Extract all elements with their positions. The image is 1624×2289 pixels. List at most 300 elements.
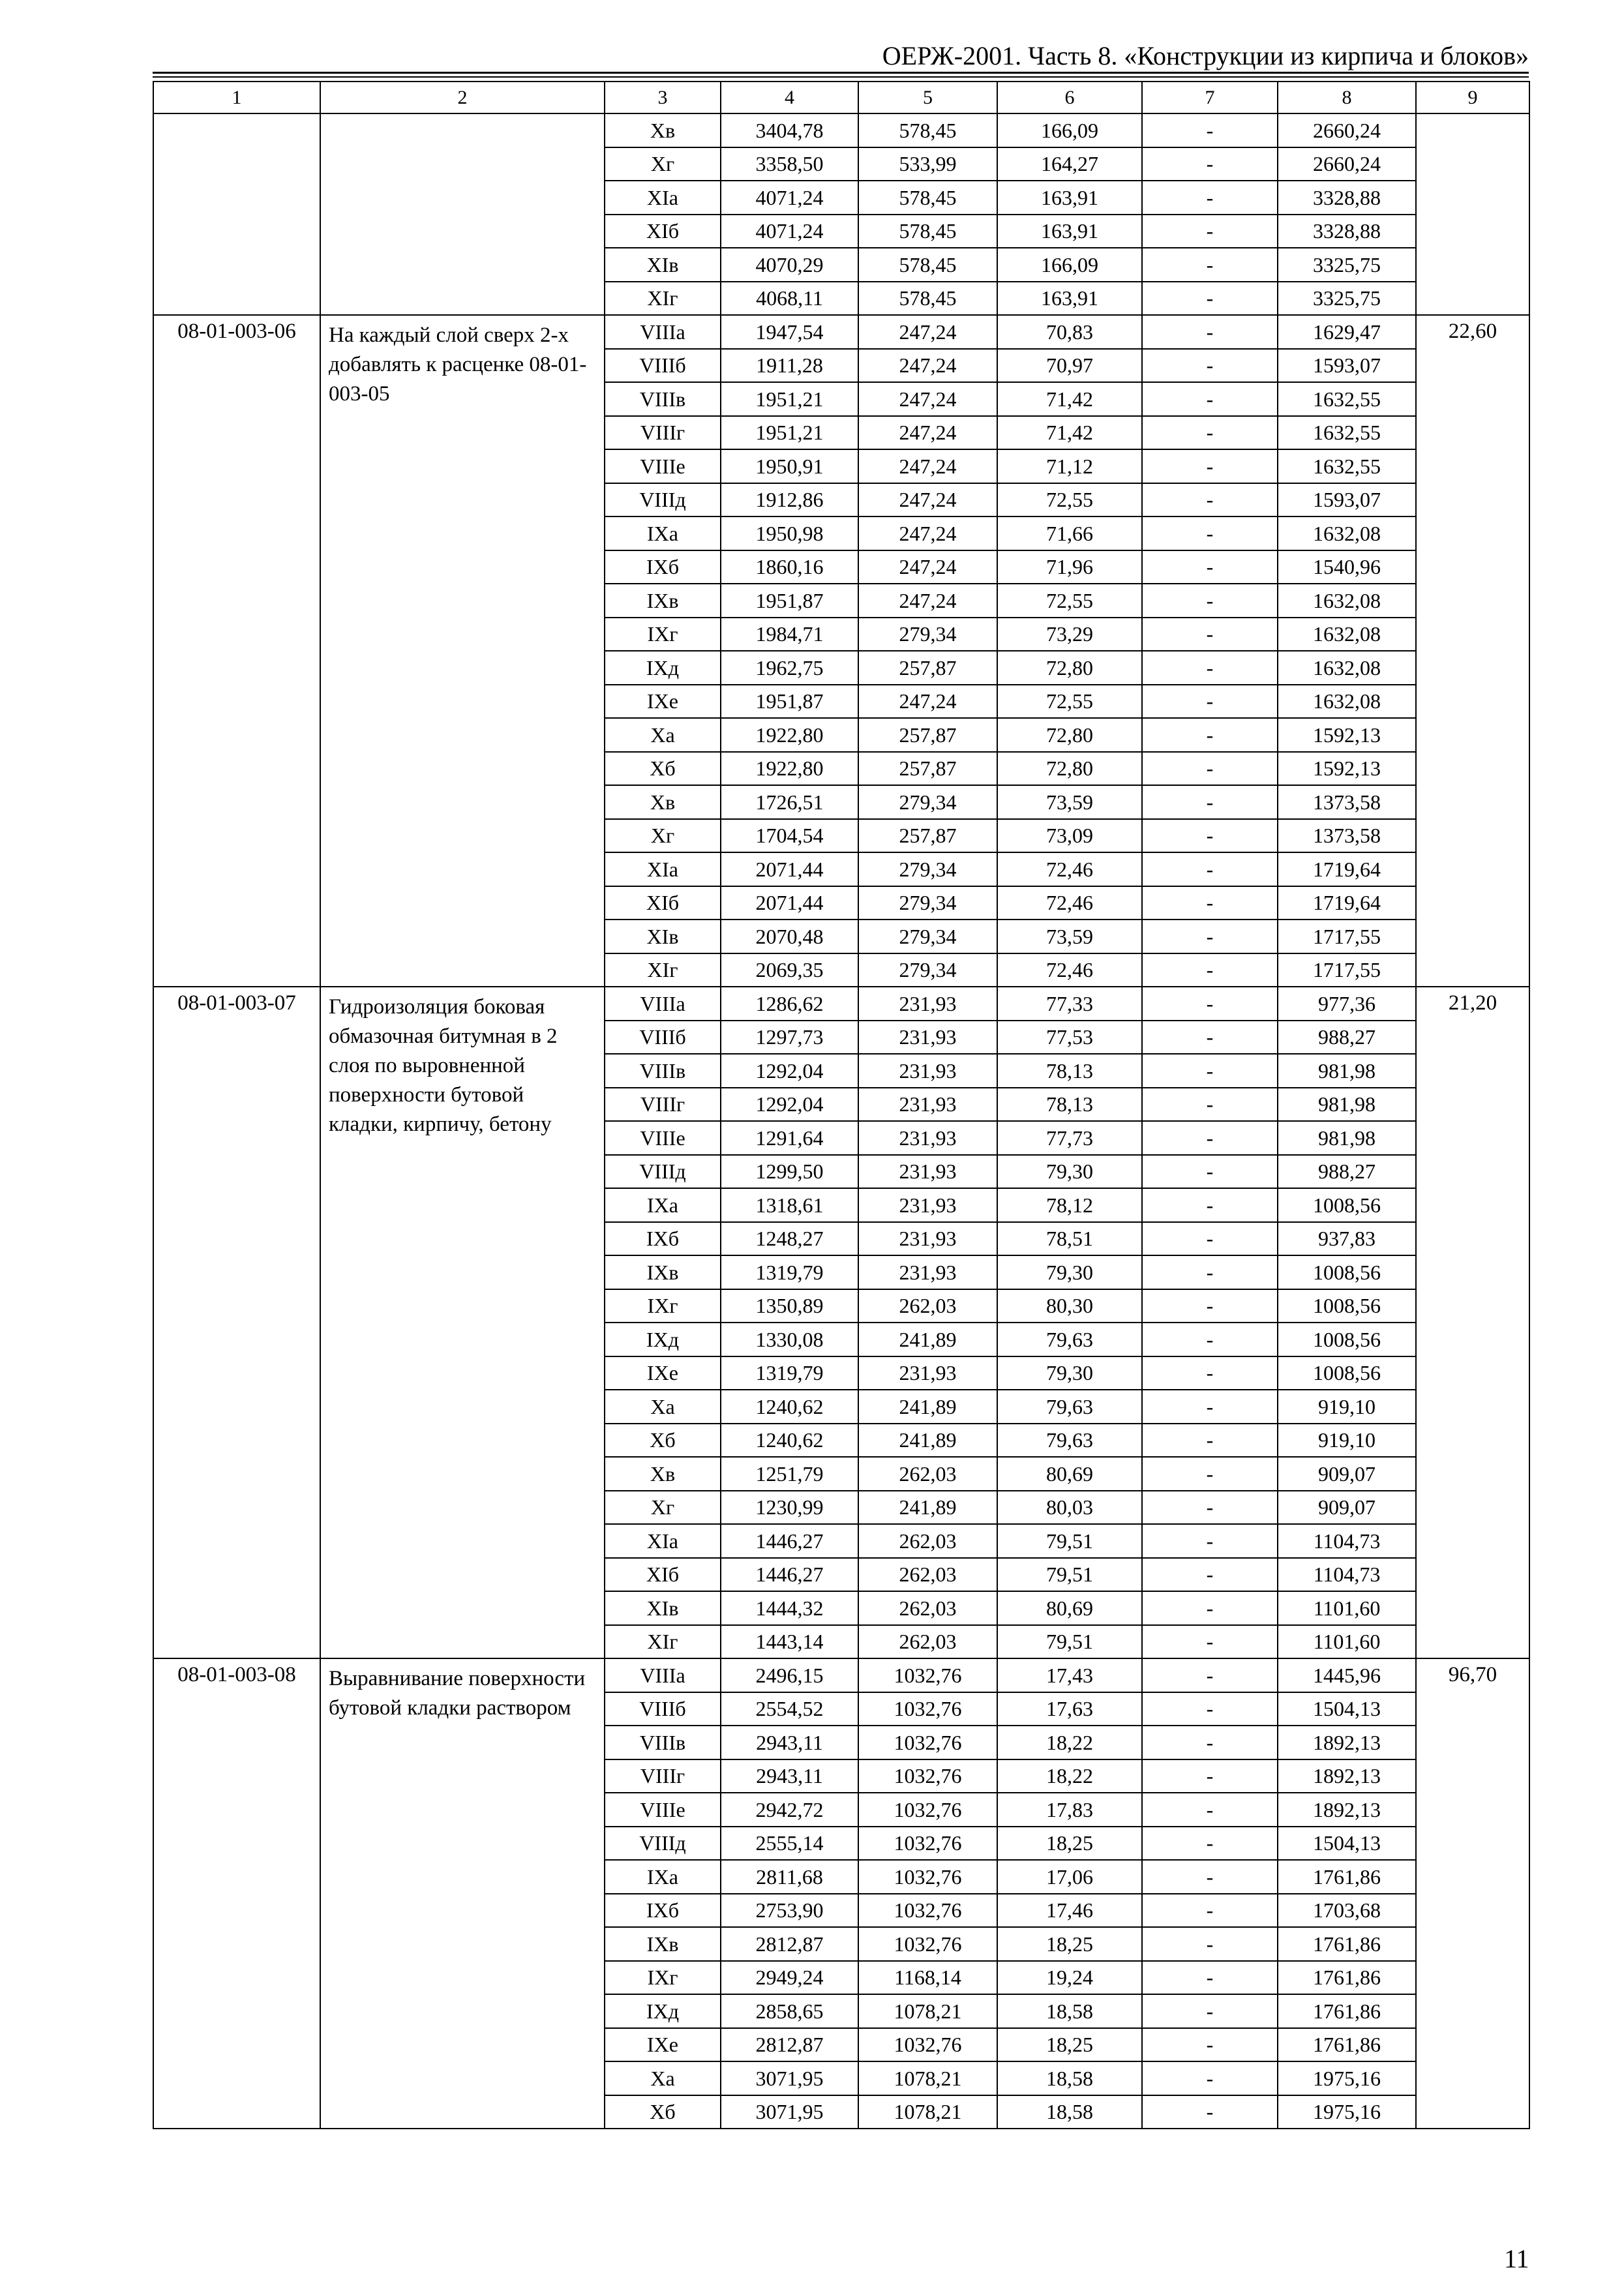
machines-cell: 17,83 (997, 1793, 1142, 1827)
materials-cell: 1504,13 (1278, 1827, 1416, 1861)
machines-cell: 18,58 (997, 1994, 1142, 2028)
machine-wages-cell: - (1142, 1021, 1278, 1055)
machine-wages-cell: - (1142, 1491, 1278, 1525)
materials-cell: 1632,08 (1278, 516, 1416, 550)
machines-cell: 19,24 (997, 1961, 1142, 1995)
zone-cell: IXб (605, 1894, 721, 1928)
labor-norm-cell: 96,70 (1416, 1658, 1529, 2129)
machines-cell: 17,43 (997, 1658, 1142, 1692)
wages-cell: 1032,76 (858, 1726, 997, 1759)
total-cost-cell: 2069,35 (721, 953, 858, 987)
machine-wages-cell: - (1142, 1323, 1278, 1356)
zone-cell: XIа (605, 181, 721, 215)
machine-wages-cell: - (1142, 618, 1278, 651)
work-description-cell: На каждый слой сверх 2-х добавлять к расценке 08-01-003-05 (320, 315, 605, 987)
machine-wages-cell: - (1142, 1054, 1278, 1088)
total-cost-cell: 1444,32 (721, 1591, 858, 1625)
wages-cell: 247,24 (858, 449, 997, 483)
zone-cell: VIIIб (605, 1021, 721, 1055)
machine-wages-cell: - (1142, 1121, 1278, 1155)
wages-cell: 231,93 (858, 1121, 997, 1155)
machines-cell: 78,51 (997, 1222, 1142, 1256)
machine-wages-cell: - (1142, 2028, 1278, 2062)
materials-cell: 1632,08 (1278, 584, 1416, 618)
total-cost-cell: 4071,24 (721, 215, 858, 248)
rate-code-cell: 08-01-003-06 (153, 315, 320, 987)
materials-cell: 1101,60 (1278, 1625, 1416, 1659)
materials-cell: 1975,16 (1278, 2061, 1416, 2095)
header-rule-thin (153, 76, 1529, 78)
header-rule (153, 72, 1529, 74)
wages-cell: 231,93 (858, 1088, 997, 1122)
machines-cell: 18,58 (997, 2095, 1142, 2129)
machines-cell: 79,30 (997, 1255, 1142, 1289)
wages-cell: 279,34 (858, 920, 997, 953)
materials-cell: 1632,08 (1278, 651, 1416, 685)
wages-cell: 1078,21 (858, 2095, 997, 2129)
total-cost-cell: 3071,95 (721, 2061, 858, 2095)
zone-cell: VIIIа (605, 1658, 721, 1692)
machine-wages-cell: - (1142, 1961, 1278, 1995)
materials-cell: 1504,13 (1278, 1692, 1416, 1726)
machines-cell: 79,63 (997, 1323, 1142, 1356)
machines-cell: 163,91 (997, 181, 1142, 215)
total-cost-cell: 1292,04 (721, 1088, 858, 1122)
machine-wages-cell: - (1142, 886, 1278, 920)
machine-wages-cell: - (1142, 181, 1278, 215)
zone-cell: XIв (605, 248, 721, 282)
total-cost-cell: 2942,72 (721, 1793, 858, 1827)
total-cost-cell: 2554,52 (721, 1692, 858, 1726)
wages-cell: 578,45 (858, 215, 997, 248)
wages-cell: 231,93 (858, 1021, 997, 1055)
materials-cell: 3325,75 (1278, 248, 1416, 282)
total-cost-cell: 1297,73 (721, 1021, 858, 1055)
machines-cell: 79,30 (997, 1356, 1142, 1390)
total-cost-cell: 1350,89 (721, 1289, 858, 1323)
rate-code-cell: 08-01-003-08 (153, 1658, 320, 2129)
total-cost-cell: 4070,29 (721, 248, 858, 282)
total-cost-cell: 1947,54 (721, 315, 858, 349)
column-header: 3 (605, 82, 721, 113)
machines-cell: 78,13 (997, 1054, 1142, 1088)
labor-norm-cell: 22,60 (1416, 315, 1529, 987)
wages-cell: 262,03 (858, 1625, 997, 1659)
machines-cell: 80,69 (997, 1591, 1142, 1625)
wages-cell: 247,24 (858, 685, 997, 719)
machines-cell: 166,09 (997, 248, 1142, 282)
machines-cell: 72,55 (997, 685, 1142, 719)
zone-cell: IXа (605, 1188, 721, 1222)
machine-wages-cell: - (1142, 282, 1278, 316)
machine-wages-cell: - (1142, 1591, 1278, 1625)
wages-cell: 262,03 (858, 1524, 997, 1558)
materials-cell: 3325,75 (1278, 282, 1416, 316)
total-cost-cell: 1704,54 (721, 819, 858, 853)
total-cost-cell: 1299,50 (721, 1155, 858, 1189)
wages-cell: 231,93 (858, 1356, 997, 1390)
wages-cell: 231,93 (858, 1054, 997, 1088)
materials-cell: 1592,13 (1278, 752, 1416, 786)
zone-cell: VIIIв (605, 1054, 721, 1088)
zone-cell: XIа (605, 1524, 721, 1558)
total-cost-cell: 2858,65 (721, 1994, 858, 2028)
machine-wages-cell: - (1142, 1424, 1278, 1458)
zone-cell: IXг (605, 618, 721, 651)
zone-cell: XIа (605, 852, 721, 886)
machines-cell: 18,58 (997, 2061, 1142, 2095)
total-cost-cell: 1950,98 (721, 516, 858, 550)
machines-cell: 79,63 (997, 1424, 1142, 1458)
machines-cell: 73,59 (997, 785, 1142, 819)
machines-cell: 17,46 (997, 1894, 1142, 1928)
wages-cell: 1168,14 (858, 1961, 997, 1995)
materials-cell: 1761,86 (1278, 2028, 1416, 2062)
machine-wages-cell: - (1142, 819, 1278, 853)
zone-cell: VIIIе (605, 449, 721, 483)
zone-cell: VIIIа (605, 315, 721, 349)
wages-cell: 262,03 (858, 1591, 997, 1625)
total-cost-cell: 1912,86 (721, 483, 858, 517)
machine-wages-cell: - (1142, 1658, 1278, 1692)
zone-cell: XIв (605, 1591, 721, 1625)
total-cost-cell: 1922,80 (721, 718, 858, 752)
total-cost-cell: 2071,44 (721, 852, 858, 886)
total-cost-cell: 1951,21 (721, 382, 858, 416)
materials-cell: 1761,86 (1278, 1927, 1416, 1961)
zone-cell: VIIIа (605, 987, 721, 1021)
column-header: 6 (997, 82, 1142, 113)
total-cost-cell: 1950,91 (721, 449, 858, 483)
zone-cell: IXв (605, 1927, 721, 1961)
zone-cell: Xб (605, 1424, 721, 1458)
total-cost-cell: 2812,87 (721, 2028, 858, 2062)
machine-wages-cell: - (1142, 315, 1278, 349)
total-cost-cell: 2943,11 (721, 1759, 858, 1793)
machines-cell: 71,96 (997, 550, 1142, 584)
machines-cell: 18,25 (997, 1827, 1142, 1861)
wages-cell: 257,87 (858, 718, 997, 752)
wages-cell: 241,89 (858, 1424, 997, 1458)
zone-cell: IXе (605, 2028, 721, 2062)
materials-cell: 919,10 (1278, 1424, 1416, 1458)
column-header: 7 (1142, 82, 1278, 113)
wages-cell: 578,45 (858, 113, 997, 147)
machine-wages-cell: - (1142, 1088, 1278, 1122)
materials-cell: 909,07 (1278, 1457, 1416, 1491)
materials-cell: 1703,68 (1278, 1894, 1416, 1928)
total-cost-cell: 1443,14 (721, 1625, 858, 1659)
zone-cell: VIIIе (605, 1793, 721, 1827)
machines-cell: 71,42 (997, 416, 1142, 450)
machine-wages-cell: - (1142, 852, 1278, 886)
zone-cell: XIб (605, 215, 721, 248)
zone-cell: VIIIг (605, 1088, 721, 1122)
rate-code-cell: 08-01-003-07 (153, 987, 320, 1658)
total-cost-cell: 1951,21 (721, 416, 858, 450)
wages-cell: 247,24 (858, 550, 997, 584)
total-cost-cell: 1962,75 (721, 651, 858, 685)
total-cost-cell: 1951,87 (721, 685, 858, 719)
table-row (153, 987, 1529, 1021)
wages-cell: 231,93 (858, 1188, 997, 1222)
zone-cell: VIIIб (605, 349, 721, 383)
machines-cell: 73,09 (997, 819, 1142, 853)
total-cost-cell: 2496,15 (721, 1658, 858, 1692)
machine-wages-cell: - (1142, 2095, 1278, 2129)
machines-cell: 18,22 (997, 1759, 1142, 1793)
work-description-cell: Гидроизоляция боковая обмазочная битумная в 2 слоя по выровненной поверхности бутовой кладки, кирпичу, бетону (320, 987, 605, 1658)
zone-cell: VIIIг (605, 1759, 721, 1793)
table-body (153, 113, 1529, 2129)
machines-cell: 72,80 (997, 718, 1142, 752)
total-cost-cell: 1860,16 (721, 550, 858, 584)
wages-cell: 241,89 (858, 1491, 997, 1525)
wages-cell: 247,24 (858, 516, 997, 550)
zone-cell: XIб (605, 886, 721, 920)
machine-wages-cell: - (1142, 1289, 1278, 1323)
materials-cell: 1593,07 (1278, 349, 1416, 383)
zone-cell: VIIIб (605, 1692, 721, 1726)
machine-wages-cell: - (1142, 1827, 1278, 1861)
machines-cell: 72,46 (997, 852, 1142, 886)
machines-cell: 72,55 (997, 483, 1142, 517)
zone-cell: IXд (605, 1994, 721, 2028)
machines-cell: 80,30 (997, 1289, 1142, 1323)
total-cost-cell: 1726,51 (721, 785, 858, 819)
column-header: 2 (320, 82, 605, 113)
zone-cell: IXб (605, 550, 721, 584)
materials-cell: 1629,47 (1278, 315, 1416, 349)
materials-cell: 1632,08 (1278, 685, 1416, 719)
machine-wages-cell: - (1142, 987, 1278, 1021)
zone-cell: IXе (605, 685, 721, 719)
zone-cell: Xа (605, 718, 721, 752)
price-table (153, 81, 1530, 2129)
machine-wages-cell: - (1142, 483, 1278, 517)
materials-cell: 1008,56 (1278, 1188, 1416, 1222)
materials-cell: 1761,86 (1278, 1860, 1416, 1894)
machines-cell: 71,12 (997, 449, 1142, 483)
wages-cell: 257,87 (858, 651, 997, 685)
materials-cell: 981,98 (1278, 1054, 1416, 1088)
materials-cell: 1593,07 (1278, 483, 1416, 517)
wages-cell: 1032,76 (858, 1658, 997, 1692)
total-cost-cell: 1446,27 (721, 1558, 858, 1592)
zone-cell: VIIIд (605, 1155, 721, 1189)
machines-cell: 78,12 (997, 1188, 1142, 1222)
zone-cell: IXа (605, 1860, 721, 1894)
materials-cell: 1719,64 (1278, 886, 1416, 920)
zone-cell: IXд (605, 651, 721, 685)
total-cost-cell: 3071,95 (721, 2095, 858, 2129)
materials-cell: 1373,58 (1278, 785, 1416, 819)
materials-cell: 1717,55 (1278, 953, 1416, 987)
materials-cell: 1632,55 (1278, 449, 1416, 483)
machine-wages-cell: - (1142, 113, 1278, 147)
total-cost-cell: 2811,68 (721, 1860, 858, 1894)
work-description-cell: Выравнивание поверхности бутовой кладки раствором (320, 1658, 605, 2129)
wages-cell: 578,45 (858, 181, 997, 215)
total-cost-cell: 1922,80 (721, 752, 858, 786)
wages-cell: 241,89 (858, 1390, 997, 1424)
total-cost-cell: 2949,24 (721, 1961, 858, 1995)
zone-cell: XIб (605, 1558, 721, 1592)
wages-cell: 262,03 (858, 1558, 997, 1592)
materials-cell: 1892,13 (1278, 1793, 1416, 1827)
machine-wages-cell: - (1142, 1994, 1278, 2028)
table-row (153, 1658, 1529, 1692)
machine-wages-cell: - (1142, 1222, 1278, 1256)
machine-wages-cell: - (1142, 1759, 1278, 1793)
column-header: 9 (1416, 82, 1529, 113)
machine-wages-cell: - (1142, 1390, 1278, 1424)
materials-cell: 3328,88 (1278, 215, 1416, 248)
total-cost-cell: 4068,11 (721, 282, 858, 316)
wages-cell: 279,34 (858, 886, 997, 920)
machine-wages-cell: - (1142, 2061, 1278, 2095)
total-cost-cell: 1251,79 (721, 1457, 858, 1491)
materials-cell: 1008,56 (1278, 1289, 1416, 1323)
machine-wages-cell: - (1142, 1524, 1278, 1558)
column-number-row (153, 82, 1529, 113)
zone-cell: Xа (605, 1390, 721, 1424)
total-cost-cell: 2071,44 (721, 886, 858, 920)
page-header (153, 38, 1529, 78)
total-cost-cell: 2753,90 (721, 1894, 858, 1928)
zone-cell: Xв (605, 1457, 721, 1491)
machine-wages-cell: - (1142, 248, 1278, 282)
table-row (153, 113, 1529, 147)
machine-wages-cell: - (1142, 1558, 1278, 1592)
machine-wages-cell: - (1142, 1155, 1278, 1189)
work-description-cell (320, 113, 605, 315)
total-cost-cell: 1292,04 (721, 1054, 858, 1088)
materials-cell: 977,36 (1278, 987, 1416, 1021)
total-cost-cell: 1291,64 (721, 1121, 858, 1155)
machine-wages-cell: - (1142, 651, 1278, 685)
zone-cell: XIв (605, 920, 721, 953)
column-header: 8 (1278, 82, 1416, 113)
machines-cell: 17,63 (997, 1692, 1142, 1726)
materials-cell: 1104,73 (1278, 1524, 1416, 1558)
zone-cell: XIг (605, 1625, 721, 1659)
wages-cell: 1032,76 (858, 1759, 997, 1793)
zone-cell: XIг (605, 282, 721, 316)
materials-cell: 981,98 (1278, 1121, 1416, 1155)
total-cost-cell: 1240,62 (721, 1424, 858, 1458)
labor-norm-cell (1416, 113, 1529, 315)
document-title: ОЕРЖ-2001. Часть 8. «Конструкции из кирпича и блоков» (882, 41, 1529, 70)
zone-cell: IXв (605, 584, 721, 618)
machines-cell: 17,06 (997, 1860, 1142, 1894)
machines-cell: 79,51 (997, 1625, 1142, 1659)
machine-wages-cell: - (1142, 516, 1278, 550)
machine-wages-cell: - (1142, 920, 1278, 953)
materials-cell: 919,10 (1278, 1390, 1416, 1424)
materials-cell: 1540,96 (1278, 550, 1416, 584)
materials-cell: 1008,56 (1278, 1356, 1416, 1390)
machines-cell: 72,55 (997, 584, 1142, 618)
wages-cell: 231,93 (858, 987, 997, 1021)
machines-cell: 73,59 (997, 920, 1142, 953)
wages-cell: 533,99 (858, 147, 997, 181)
total-cost-cell: 2943,11 (721, 1726, 858, 1759)
machine-wages-cell: - (1142, 382, 1278, 416)
machines-cell: 71,42 (997, 382, 1142, 416)
machine-wages-cell: - (1142, 1692, 1278, 1726)
materials-cell: 988,27 (1278, 1021, 1416, 1055)
materials-cell: 1717,55 (1278, 920, 1416, 953)
column-header: 1 (153, 82, 320, 113)
machines-cell: 79,30 (997, 1155, 1142, 1189)
machines-cell: 164,27 (997, 147, 1142, 181)
materials-cell: 1632,08 (1278, 618, 1416, 651)
machine-wages-cell: - (1142, 1255, 1278, 1289)
wages-cell: 578,45 (858, 248, 997, 282)
machines-cell: 18,25 (997, 2028, 1142, 2062)
machine-wages-cell: - (1142, 1457, 1278, 1491)
materials-cell: 1632,55 (1278, 416, 1416, 450)
machines-cell: 77,73 (997, 1121, 1142, 1155)
total-cost-cell: 4071,24 (721, 181, 858, 215)
machine-wages-cell: - (1142, 1356, 1278, 1390)
wages-cell: 231,93 (858, 1155, 997, 1189)
machine-wages-cell: - (1142, 1188, 1278, 1222)
zone-cell: VIIIв (605, 1726, 721, 1759)
materials-cell: 1632,55 (1278, 382, 1416, 416)
materials-cell: 1892,13 (1278, 1759, 1416, 1793)
materials-cell: 909,07 (1278, 1491, 1416, 1525)
machines-cell: 79,51 (997, 1558, 1142, 1592)
wages-cell: 1032,76 (858, 1860, 997, 1894)
materials-cell: 1373,58 (1278, 819, 1416, 853)
zone-cell: IXа (605, 516, 721, 550)
machine-wages-cell: - (1142, 1793, 1278, 1827)
zone-cell: IXв (605, 1255, 721, 1289)
zone-cell: IXб (605, 1222, 721, 1256)
total-cost-cell: 2555,14 (721, 1827, 858, 1861)
wages-cell: 247,24 (858, 315, 997, 349)
machine-wages-cell: - (1142, 752, 1278, 786)
machines-cell: 72,80 (997, 752, 1142, 786)
materials-cell: 1761,86 (1278, 1961, 1416, 1995)
materials-cell: 1975,16 (1278, 2095, 1416, 2129)
machines-cell: 71,66 (997, 516, 1142, 550)
materials-cell: 981,98 (1278, 1088, 1416, 1122)
wages-cell: 257,87 (858, 819, 997, 853)
machines-cell: 166,09 (997, 113, 1142, 147)
total-cost-cell: 2070,48 (721, 920, 858, 953)
materials-cell: 2660,24 (1278, 113, 1416, 147)
wages-cell: 1078,21 (858, 1994, 997, 2028)
zone-cell: Xв (605, 785, 721, 819)
machines-cell: 79,51 (997, 1524, 1142, 1558)
materials-cell: 3328,88 (1278, 181, 1416, 215)
total-cost-cell: 2812,87 (721, 1927, 858, 1961)
machines-cell: 78,13 (997, 1088, 1142, 1122)
machines-cell: 80,69 (997, 1457, 1142, 1491)
wages-cell: 247,24 (858, 349, 997, 383)
machine-wages-cell: - (1142, 449, 1278, 483)
machine-wages-cell: - (1142, 147, 1278, 181)
machines-cell: 70,97 (997, 349, 1142, 383)
machine-wages-cell: - (1142, 349, 1278, 383)
zone-cell: VIIIв (605, 382, 721, 416)
total-cost-cell: 3358,50 (721, 147, 858, 181)
total-cost-cell: 1230,99 (721, 1491, 858, 1525)
total-cost-cell: 1248,27 (721, 1222, 858, 1256)
